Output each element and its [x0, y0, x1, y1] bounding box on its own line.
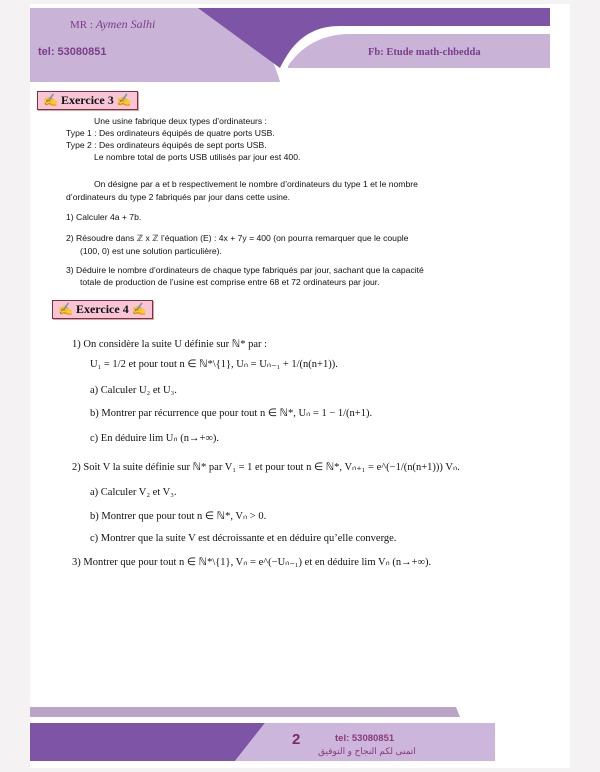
text-line: On désigne par a et b respectivement le nombre d’ordinateurs du type 1 et le nombre — [94, 179, 418, 189]
text-line: Type 1 : Des ordinateurs équipés de quatre ports USB. — [66, 128, 275, 138]
text-line: 2) Résoudre dans ℤ x ℤ l’équation (E) : 4x + 7y = 400 (on pourra remarquer que le couple — [66, 233, 409, 243]
footer-tel: tel: 53080851 — [335, 733, 395, 744]
header-tel: tel: 53080851 — [38, 46, 107, 58]
question-2b: b) Montrer que pour tout n ∈ ℕ*, Vₙ > 0. — [90, 511, 267, 522]
exercise4-title: ✍ Exercice 4 ✍ — [52, 300, 153, 319]
header-fb: Fb: Etude math-chbedda — [368, 47, 481, 58]
text-line: totale de production de l’usine est comprise entre 68 et 72 ordinateurs par jour. — [80, 277, 380, 287]
question-2: 2) Soit V la suite définie sur ℕ* par V₁ = 1 et pour tout n ∈ ℕ*, Vₙ₊₁ = e^(−1/(n(n+1))) Vₙ. — [72, 462, 460, 473]
question-1c: c) En déduire lim Uₙ (n→+∞). — [90, 433, 219, 444]
question-3: 3) Montrer que pour tout n ∈ ℕ*\{1}, Vₙ = e^(−Uₙ₋₁) et en déduire lim Vₙ (n→+∞). — [72, 557, 432, 568]
sequence-u-definition: U₁ = 1/2 et pour tout n ∈ ℕ*\{1}, Uₙ = Uₙ₋₁ + 1/(n(n+1)). — [90, 359, 338, 370]
question-2c: c) Montrer que la suite V est décroissante et en déduire qu’elle converge. — [90, 533, 397, 544]
text-line: (100, 0) est une solution particulière). — [80, 246, 222, 256]
question-1a: a) Calculer U₂ et U₃. — [90, 385, 177, 396]
text-line: Type 2 : Des ordinateurs équipés de sept ports USB. — [66, 140, 267, 150]
exercise3-title: ✍ Exercice 3 ✍ — [37, 91, 138, 110]
text-line: 3) Déduire le nombre d’ordinateurs de chaque type fabriqués par jour, sachant que la capacité — [66, 265, 424, 275]
text-line: Une usine fabrique deux types d’ordinateurs : — [94, 116, 267, 126]
footer-wish: اتمنى لكم النجاح و التوفيق — [318, 746, 416, 756]
text-line: 1) Calculer 4a + 7b. — [66, 212, 142, 222]
text-line: d’ordinateurs du type 2 fabriqués par jour dans cette usine. — [66, 192, 291, 202]
question-1b: b) Montrer par récurrence que pour tout n ∈ ℕ*, Uₙ = 1 − 1/(n+1). — [90, 408, 373, 419]
page-number: 2 — [292, 731, 301, 748]
question-2a: a) Calculer V₂ et V₃. — [90, 487, 177, 498]
teacher-label: MR : Aymen Salhi — [70, 17, 156, 31]
question-1: 1) On considère la suite U définie sur ℕ* par : — [72, 339, 268, 350]
text-line: Le nombre total de ports USB utilisés par jour est 400. — [94, 152, 301, 162]
